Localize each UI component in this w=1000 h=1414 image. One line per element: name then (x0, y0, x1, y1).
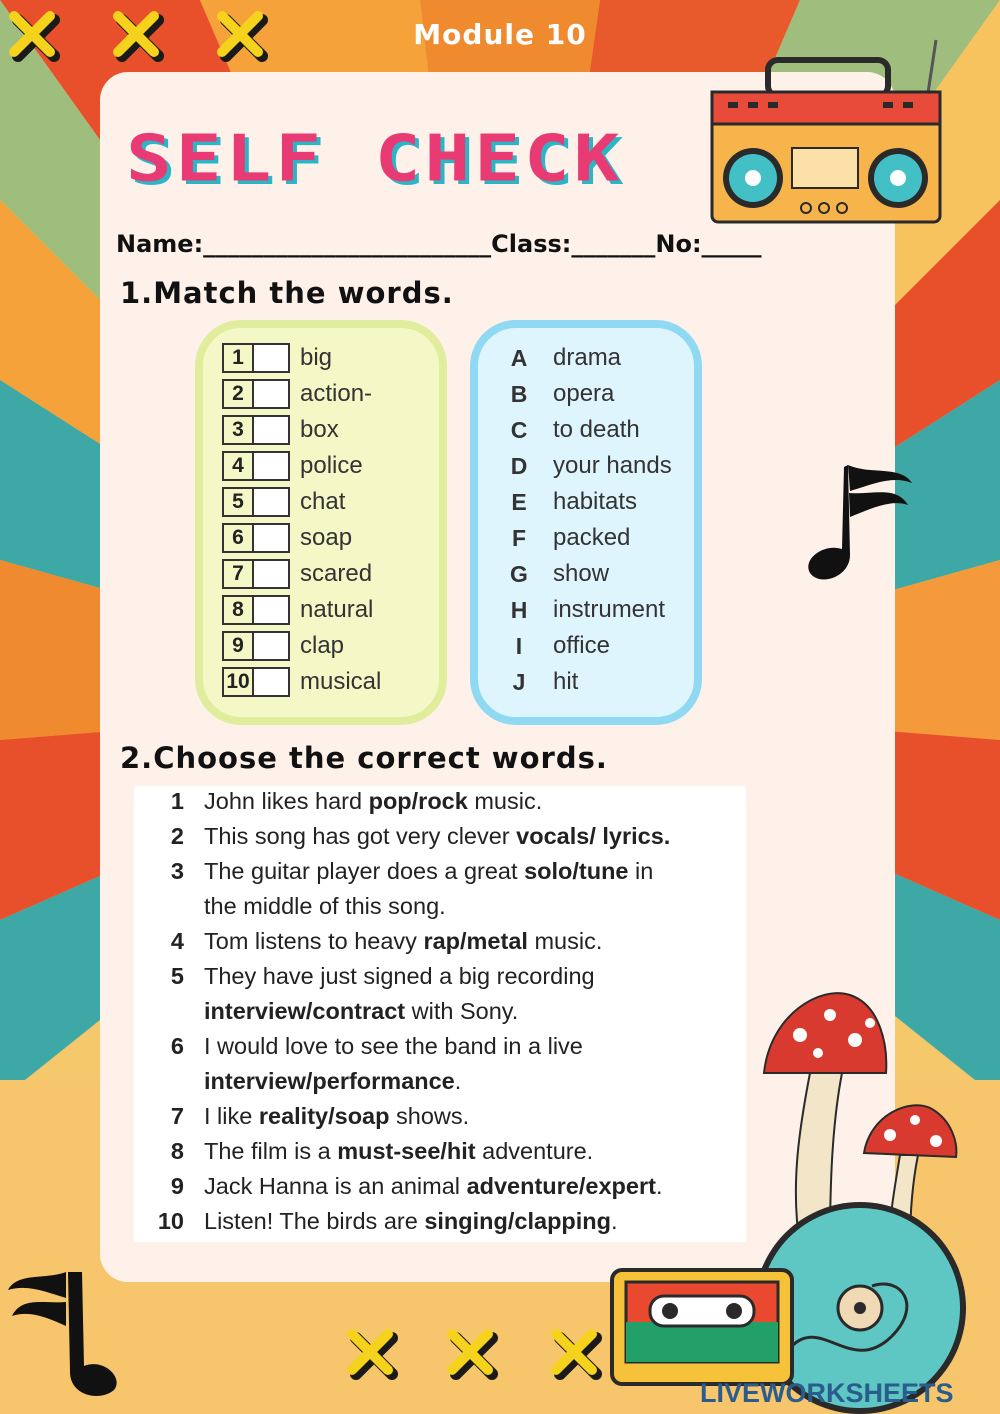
question-text-part: They have just signed a big recording (204, 963, 595, 989)
question-text (204, 924, 744, 959)
answer-box[interactable] (254, 415, 290, 445)
match-number: 8 (222, 595, 254, 625)
match-row-right (505, 486, 637, 518)
question-text-part: The film is a (204, 1138, 338, 1164)
match-number: 2 (222, 379, 254, 409)
match-row-left (222, 558, 372, 590)
question-text-part: John likes hard (204, 788, 369, 814)
section1-heading: 1.Match the words. (120, 276, 454, 310)
cassette-tape-icon (610, 1268, 795, 1388)
question-text (204, 1204, 744, 1239)
question-text (204, 1099, 744, 1134)
student-info-line[interactable]: Name:________________________Class:_______No:_____ (116, 230, 762, 258)
answer-choice[interactable]: interview/contract (204, 998, 406, 1024)
question-text-part: adventure. (475, 1138, 594, 1164)
section2-heading: 2.Choose the correct words. (120, 741, 608, 775)
match-row-left (222, 414, 339, 446)
question-text-part: Tom listens to heavy (204, 928, 424, 954)
match-word: packed (553, 524, 631, 551)
question-text-part: . (611, 1208, 618, 1234)
question-text-part: with Sony. (405, 998, 519, 1024)
match-number: 5 (222, 487, 254, 517)
answer-box[interactable] (254, 379, 290, 409)
match-row-left (222, 342, 332, 374)
match-number: 6 (222, 523, 254, 553)
question-text-part: the middle of this song. (204, 893, 446, 919)
match-number: 10 (222, 667, 254, 697)
music-note-icon (800, 455, 920, 590)
match-letter: A (510, 344, 528, 371)
match-word: police (300, 452, 363, 479)
answer-box[interactable] (254, 631, 290, 661)
match-word: show (553, 560, 610, 587)
match-letter: I (515, 632, 523, 659)
match-row-left (222, 450, 363, 482)
question-text-part: Listen! The birds are (204, 1208, 425, 1234)
question-text (204, 784, 744, 819)
question-number: 1 (170, 788, 184, 814)
answer-choice[interactable]: singing/clapping (424, 1208, 612, 1234)
question-text (204, 1029, 744, 1064)
match-word: soap (300, 524, 353, 551)
match-row-right (505, 450, 672, 482)
match-row-right (505, 522, 630, 554)
question-text-part: music. (467, 788, 543, 814)
match-number: 1 (222, 343, 254, 373)
match-letter: C (510, 416, 528, 443)
answer-box[interactable] (254, 559, 290, 589)
match-word: your hands (553, 452, 672, 479)
page-title: SELF CHECK (126, 120, 624, 196)
question-text-part: . (454, 1068, 462, 1094)
question-number: 9 (170, 1173, 184, 1199)
match-word: opera (553, 380, 615, 407)
answer-choice[interactable]: solo/tune (524, 858, 629, 884)
question-text-part: music. (527, 928, 603, 954)
answer-box[interactable] (254, 487, 290, 517)
match-word: to death (553, 416, 640, 443)
question-number: 3 (170, 858, 184, 884)
match-word: musical (300, 668, 382, 695)
answer-choice[interactable]: interview/performance (204, 1068, 455, 1094)
match-word: instrument (553, 596, 666, 623)
radio-icon (708, 36, 958, 236)
question-number: 8 (170, 1138, 184, 1164)
answer-box[interactable] (254, 667, 290, 697)
match-word: box (300, 416, 339, 443)
match-word: big (300, 344, 333, 371)
match-row-right (505, 414, 640, 446)
match-word: chat (300, 488, 346, 515)
question-number: 7 (170, 1103, 184, 1129)
match-row-right (505, 630, 610, 662)
x-marks-bottom-icon (340, 1320, 620, 1390)
question-number: 2 (170, 823, 184, 849)
match-letter: G (510, 560, 528, 587)
question-number: 6 (170, 1033, 184, 1059)
question-text-part: Jack Hanna is an animal (204, 1173, 467, 1199)
match-word: natural (300, 596, 374, 623)
match-row-right (505, 342, 621, 374)
match-number: 3 (222, 415, 254, 445)
match-row-right (505, 558, 609, 590)
question-number: 5 (170, 963, 184, 989)
match-letter: J (512, 668, 526, 695)
liveworksheets-logo[interactable]: LIVEWORKSHEETS (700, 1378, 954, 1408)
match-letter: E (511, 488, 527, 515)
match-letter: D (510, 452, 528, 479)
question-text (204, 1134, 744, 1169)
match-word: clap (300, 632, 345, 659)
question-text (204, 819, 744, 854)
match-row-left (222, 522, 352, 554)
question-text-part: . (655, 1173, 663, 1199)
question-text (204, 1064, 744, 1099)
question-text-part: I like (204, 1103, 259, 1129)
question-text-part: I would love to see the band in a live (204, 1033, 583, 1059)
x-marks-top-icon (0, 0, 300, 70)
question-text (204, 854, 744, 889)
match-number: 7 (222, 559, 254, 589)
answer-choice[interactable]: adventure/expert (466, 1173, 656, 1199)
module-label: Module 10 (413, 18, 587, 51)
match-word: office (553, 632, 610, 659)
question-text (204, 994, 744, 1029)
match-row-left (222, 486, 345, 518)
match-letter: B (510, 380, 528, 407)
answer-choice[interactable]: reality/soap (258, 1103, 390, 1129)
answer-box[interactable] (254, 451, 290, 481)
question-text-part: in (628, 858, 654, 884)
match-row-left (222, 666, 381, 698)
answer-choice[interactable]: rap/metal (423, 928, 528, 954)
question-number: 10 (157, 1208, 184, 1234)
match-row-right (505, 378, 614, 410)
match-row-right (505, 594, 665, 626)
music-note-bottom-icon (4, 1262, 124, 1412)
answer-box[interactable] (254, 595, 290, 625)
question-text (204, 889, 744, 924)
match-number: 9 (222, 631, 254, 661)
match-word: scared (300, 560, 373, 587)
match-row-left (222, 594, 373, 626)
match-word: action- (300, 380, 373, 407)
match-word: habitats (553, 488, 638, 515)
match-row-left (222, 630, 344, 662)
question-text (204, 959, 744, 994)
answer-choice[interactable]: vocals/ lyrics. (516, 823, 671, 849)
match-row-left (222, 378, 372, 410)
answer-choice[interactable]: pop/rock (368, 788, 468, 814)
match-letter: F (511, 524, 527, 551)
answer-box[interactable] (254, 343, 290, 373)
question-number: 4 (170, 928, 184, 954)
match-letter: H (510, 596, 528, 623)
question-text-part: The guitar player does a great (204, 858, 525, 884)
answer-box[interactable] (254, 523, 290, 553)
match-word: hit (553, 668, 579, 695)
answer-choice[interactable]: must-see/hit (337, 1138, 476, 1164)
match-row-right (505, 666, 578, 698)
question-text-part: This song has got very clever (204, 823, 517, 849)
match-number: 4 (222, 451, 254, 481)
question-text (204, 1169, 744, 1204)
question-text-part: shows. (389, 1103, 470, 1129)
match-word: drama (553, 344, 622, 371)
